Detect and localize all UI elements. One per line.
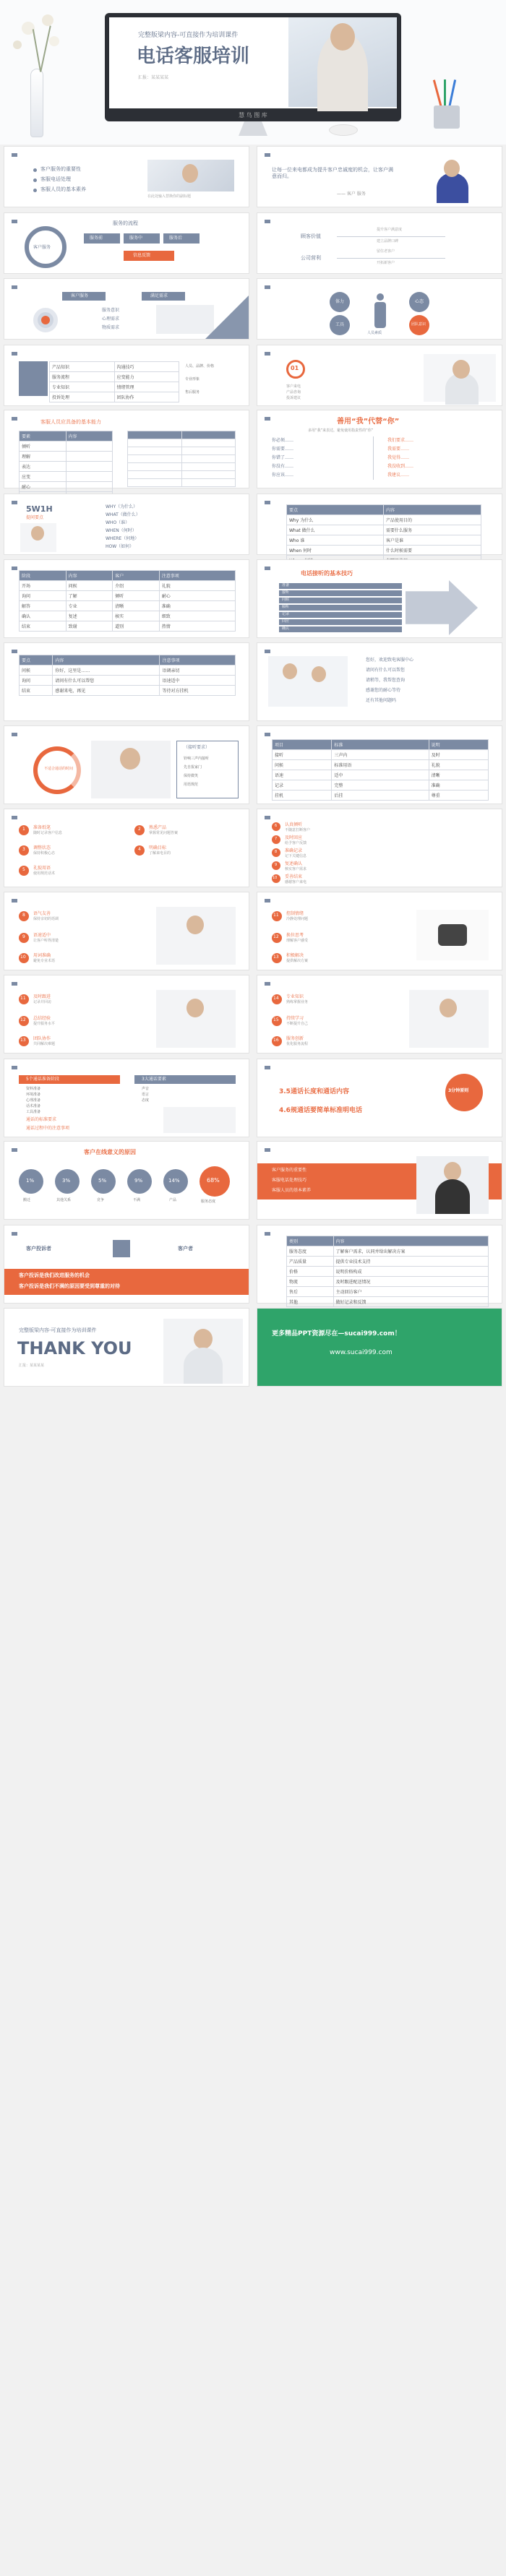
slide-28[interactable]: 客户在线意义的原因 1% 搬迁 3% 其他关系 5% 竞争 9% 不满 14% 产品 68% 服务态度 xyxy=(4,1142,249,1219)
greeting-table: 要点 内容 注意事项 问候 你好，这里是…… 语调亲切 询问 请问有什么可以帮您 语速适中 结束 感谢来电，再见 等待对方挂机 xyxy=(19,655,236,696)
requirement-title: （接听要求） xyxy=(184,745,210,750)
process-label: 信息反馈 xyxy=(133,253,151,258)
slide-23[interactable]: 11 控制情绪 冷静处理问题 12 换位思考 理解客户感受 13 积极解决 提供解决方案 xyxy=(257,892,502,970)
slide-02[interactable] xyxy=(4,147,249,207)
customer-label: 客户者 xyxy=(178,1246,193,1252)
slide-21[interactable]: 6 认真倾听 不随意打断客户 7 及时回应 给予客户反馈 8 准确记录 记下关键信息 9 复述确认 核实客户需求 10 妥善结束 感谢客户来电 xyxy=(257,809,502,887)
5w1h-table: 要点 内容 Why 为什么 产品使用目的 What 做什么 需要什么服务 Who 谁 客户是谁 When 何时 什么时候需要 xyxy=(286,504,481,566)
end-slide[interactable] xyxy=(4,1309,249,1386)
slide-15[interactable]: 电话接听的基本技巧 准备 接听 问候 倾听 记录 回应 确认 xyxy=(257,560,502,637)
call-line: 产品咨询 xyxy=(286,390,301,395)
slide-06[interactable] xyxy=(4,279,249,339)
agent-photo xyxy=(91,741,171,798)
slide-09[interactable] xyxy=(257,345,502,405)
slide-05[interactable] xyxy=(257,213,502,273)
complainant-label: 客户投诉者 xyxy=(26,1246,51,1252)
skills-note: 专业形象 xyxy=(185,377,200,382)
quote-text: 让每一位来电都成为提升客户忠诚度的机会，让客户满意而归。 xyxy=(272,167,393,179)
ring-label: 不适合通话的时间 xyxy=(43,767,73,771)
person-icon xyxy=(373,293,387,329)
slide-03[interactable] xyxy=(257,147,502,207)
profit-label: 公司营利 xyxy=(301,255,321,261)
call-line: 客户来电 xyxy=(286,384,301,389)
process-label: 服务后 xyxy=(169,236,183,241)
process-label: 服务中 xyxy=(129,236,143,241)
end-subtitle: 完整版梁内容-可直接作为培训课件 xyxy=(19,1327,97,1333)
slide-25[interactable]: 14 专业知识 熟练掌握业务 15 持续学习 不断提升自己 16 服务创新 优化服务流程 xyxy=(257,975,502,1053)
ad-slide[interactable] xyxy=(257,1309,502,1386)
process-label: 服务前 xyxy=(90,236,103,241)
skills-table: 产品知识 沟通技巧 服务流程 应变能力 专业知识 情绪管理 投诉处理 团队协作 xyxy=(49,361,179,402)
agent-photo xyxy=(156,907,236,965)
pencil-cup-illustration xyxy=(434,79,463,130)
standard-title: 通话的标准要求 xyxy=(26,1117,57,1122)
notice-title: 通话过程中的注意事项 xyxy=(26,1126,70,1131)
call-stage-table: 阶段 内容 客户 注意事项 开场 问候 介绍 礼貌 询问 了解 倾听 耐心 解答 专业 清晰 准确 确认 复述 核实 细致 结束 致谢 道别 热情 xyxy=(19,570,236,632)
agent-photo xyxy=(20,523,56,552)
end-presenter: 汇报：某某某某 xyxy=(19,1364,45,1368)
content-line: 4.6规通话要简单标准明电话 xyxy=(279,1107,362,1114)
prep-title: 5个通话准备阶段 xyxy=(26,1077,59,1082)
mouse-illustration xyxy=(329,124,358,136)
agent-photo xyxy=(163,1319,243,1384)
value-note: 开拓新客户 xyxy=(377,261,395,265)
agent-photo xyxy=(409,990,489,1048)
cover-slide[interactable] xyxy=(0,0,506,145)
cover-photo xyxy=(288,17,397,107)
complaint-line: 客户投诉是我们改进服务的机会 xyxy=(19,1272,90,1278)
slide-heading: 善用“我”代替“你” xyxy=(337,418,400,426)
slide-17[interactable]: 您好，欢迎致电客服中心 请问有什么可以帮您 请稍等，我帮您查询 感谢您的耐心等待 还有其他问题吗 xyxy=(257,643,502,720)
triangle-decor xyxy=(205,296,249,339)
quality-node: 心态 xyxy=(415,299,424,304)
slide-caption: 在此处输入替换你的副标题 xyxy=(147,194,192,199)
slide-30[interactable] xyxy=(4,1225,249,1303)
monitor-stand xyxy=(239,121,267,136)
slide-26[interactable]: 5个通话准备阶段 资料准备 环境准备 心理准备 话术准备 工具准备 通话的标准要求 通话过程中的注意事项 3大通话要素 声音 语言 态度 xyxy=(4,1059,249,1137)
ad-url[interactable]: www.sucai999.com xyxy=(330,1349,393,1356)
skills-note: 售后服务 xyxy=(185,390,200,395)
quote-author: —— 客户 服务 xyxy=(337,191,366,197)
5w1h-subtitle: 提问要点 xyxy=(26,515,44,520)
need-row: 服务意识 xyxy=(102,308,120,313)
speaker-photo xyxy=(424,157,481,203)
value-note: 留住老客户 xyxy=(377,249,395,254)
agent-photo xyxy=(156,990,236,1048)
service-label: 客户服务 xyxy=(71,293,89,298)
arrow-shape xyxy=(406,580,478,635)
need-row: 心理需求 xyxy=(102,316,120,322)
quality-node: 工具 xyxy=(335,322,345,327)
slide-subheading: 多用“我”来表达，避免使用指责性的“你” xyxy=(308,428,374,433)
complaint-line: 客户投诉是我们不满的原因要受到尊重的对待 xyxy=(19,1283,120,1289)
slide-27[interactable] xyxy=(257,1059,502,1137)
slide-19[interactable] xyxy=(257,726,502,804)
gift-icon xyxy=(113,1240,130,1257)
slide-heading: 客服人员应具备的基本能力 xyxy=(40,419,101,425)
cover-subtitle: 完整版梁内容-可直接作为培训课件 xyxy=(138,32,239,39)
monitor-frame xyxy=(105,13,401,121)
agent-photo xyxy=(163,1107,236,1133)
elements-title: 3大通话要素 xyxy=(142,1077,166,1082)
three-minute-label: 3分钟原则 xyxy=(448,1088,469,1093)
slide-heading: 电话接听的基本技巧 xyxy=(301,570,353,577)
slide-heading: 客户在线意义的原因 xyxy=(84,1149,136,1155)
slide-12[interactable]: 5W1H 提问要点 WHY（为什么） WHAT（做什么） WHO（谁） WHEN（何时） WHERE（何地） HOW（如何） xyxy=(4,494,249,554)
slide-16[interactable] xyxy=(4,643,249,720)
team-photo xyxy=(268,656,348,707)
needs-label: 满足需求 xyxy=(150,293,168,298)
slide-11[interactable]: 善用“我”代替“你” 多用“我”来表达，避免使用指责性的“你” 你必须…… 我们要求…… 你需要…… 我需要…… 你错了…… 我觉得…… 你没有…… 我没收到…… 你应该…… 我建议…… xyxy=(257,410,502,488)
value-note: 建立品牌口碑 xyxy=(377,239,399,244)
process-center-label: 客户服务 xyxy=(33,245,51,250)
5w1h-badge: 5W1H xyxy=(26,504,53,514)
monitor-brand: 慧 鸟 图 库 xyxy=(239,112,267,119)
slide-10[interactable] xyxy=(4,410,249,488)
slide-14[interactable] xyxy=(4,560,249,637)
complaint-table: 类别 内容 服务态度 了解客户需求，认同并给出解决方案 产品质量 提供专业技术支持 价格 说明价格构成 物流 及时跟进配送情况 售后 主动回访客户 其他 做好记录和反馈 xyxy=(286,1236,489,1307)
slide-22[interactable]: 8 语气友善 保持亲切的语调 9 语速适中 让客户听得清楚 10 用词准确 避免专业术语 xyxy=(4,892,249,970)
agent-photo xyxy=(416,1156,489,1214)
end-title: THANK YOU xyxy=(17,1338,132,1358)
number-badge-text: 01 xyxy=(291,365,299,371)
duration-line: 3.5通话长度和通话内容 xyxy=(279,1088,349,1095)
value-label: 顾客价值 xyxy=(301,233,321,239)
slide-29[interactable]: 客户服务的重要性 客服电话处理技巧 客服人员的基本素养 xyxy=(257,1142,502,1219)
call-line: 投诉建议 xyxy=(286,396,301,400)
agent-photo xyxy=(424,354,496,402)
toc-item: 客服人员的基本素养 xyxy=(40,186,86,192)
ability-table: 要素 内容 倾听 理解 表达 应变 耐心 xyxy=(19,431,113,502)
slide-24[interactable]: 11 及时跟进 记录并回访 12 总结经验 提升服务水平 13 团队协作 共同解决难题 xyxy=(4,975,249,1053)
toc-item: 客户服务的重要性 xyxy=(40,166,81,172)
need-row: 物质需求 xyxy=(102,325,120,330)
standard-table: 项目 标准 说明 接听 三声内 及时 问候 标准用语 礼貌 语速 适中 清晰 记录 完整 准确 挂机 后挂 尊重 xyxy=(272,739,489,801)
ad-line[interactable]: 更多精品PPT资源尽在—sucai999.com！ xyxy=(272,1330,401,1337)
quality-center: 人员素质 xyxy=(367,331,382,335)
slide-heading: 服务的流程 xyxy=(113,220,138,226)
cover-presenter: 汇报：某某某某 xyxy=(138,75,169,80)
flower-illustration xyxy=(7,14,72,72)
vase-illustration xyxy=(30,69,43,137)
slide-18[interactable]: 不适合通话的时间 （接听要求） 铃响三声内接听 先自报家门 保持微笑 用语规范 xyxy=(4,726,249,804)
slide-31[interactable] xyxy=(257,1225,502,1303)
slide-07[interactable] xyxy=(257,279,502,339)
toc-item: 客服电话处理 xyxy=(40,176,71,182)
value-note: 提升客户满意度 xyxy=(377,228,403,232)
slide-13[interactable] xyxy=(257,494,502,554)
skills-note: 人员、品牌、价格 xyxy=(185,364,215,369)
slide-08[interactable] xyxy=(4,345,249,405)
cover-title: 电话客服培训 xyxy=(137,46,250,67)
phone-photo xyxy=(416,910,489,960)
quality-node: 体力 xyxy=(335,299,345,304)
slide-20[interactable]: 1 准备纸笔 随时记录客户信息 2 熟悉产品 掌握常见问题答案 3 调整状态 保持积极心态 4 明确目标 了解来电目的 5 礼貌用语 使用规范话术 xyxy=(4,809,249,887)
slide-04[interactable] xyxy=(4,213,249,273)
quality-node: 团队意识 xyxy=(411,322,426,327)
agent-photo xyxy=(147,160,234,191)
